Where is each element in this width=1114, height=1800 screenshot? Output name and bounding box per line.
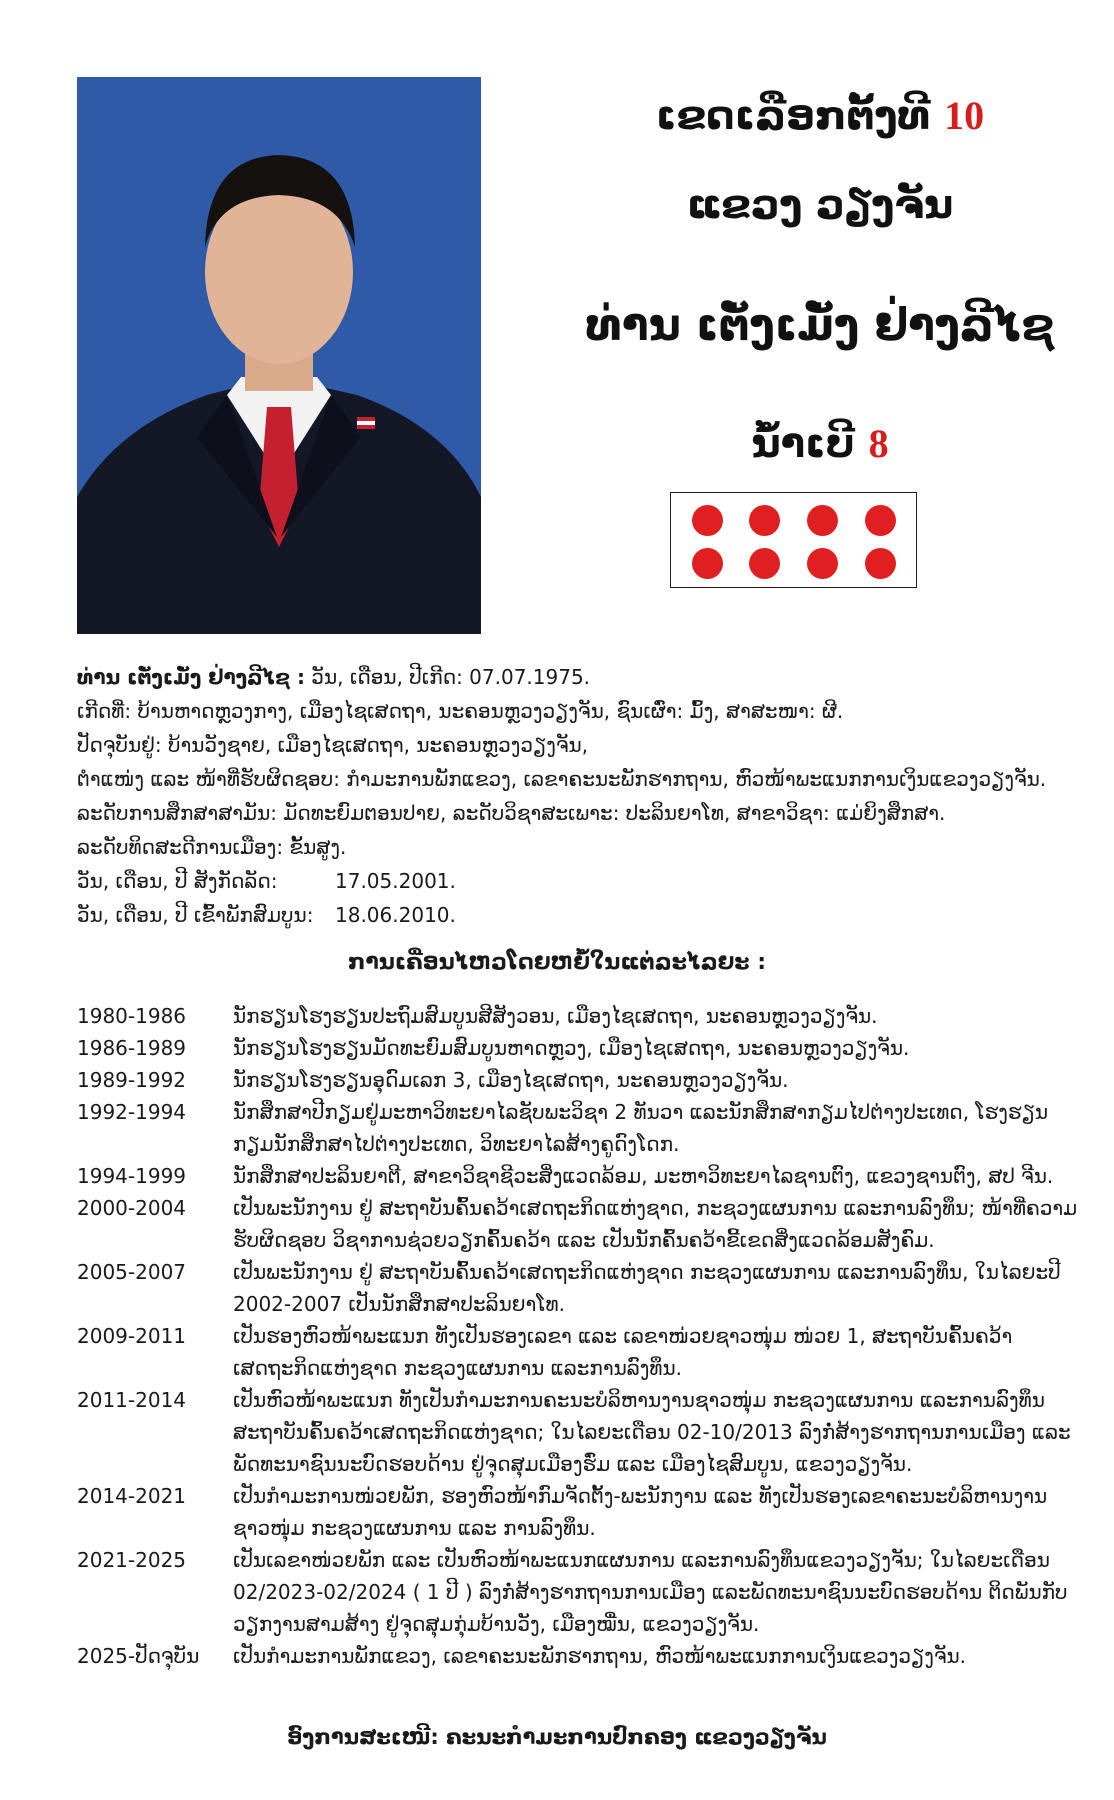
candidate-photo	[77, 77, 481, 634]
history-year: 2014-2021	[77, 1484, 187, 1508]
history-year: 1980-1986	[77, 1004, 187, 1028]
history-row	[77, 1192, 1087, 1256]
history-text: ເປັນຫົວໜ້າພະແນກ ທັງເປັນກຳມະການຄະນະບໍລິຫານງານຊາວໜຸ່ມ ກະຊວງແຜນການ ແລະການລົງທຶນ ສະຖາບັນຄົ້ນຄວ້າເສດຖະກິດແຫ່ງຊາດ; ໃນໄລຍະເດືອນ 02-10/2013 ລົງກໍ່ສ້າງຮາກຖານການເມືອງ ແລະ ພັດທະນາຊົນນະບົດຮອບດ້ານ ຢູ່ຈຸດສຸມເມືອງຮົ່ມ ແລະ ເມືອງໄຊສົມບູນ, ແຂວງວຽງຈັນ.	[233, 1388, 1071, 1476]
ballot-dot	[749, 505, 780, 536]
history-year: 2000-2004	[77, 1196, 187, 1220]
union-label: ວັນ, ເດືອນ, ປີ ສັງກັດລັດ:	[77, 869, 278, 893]
union-date: 17.05.2001.	[335, 869, 456, 893]
profile-birth: ວັນ, ເດືອນ, ປີເກີດ: 07.07.1975.	[304, 665, 591, 689]
profile-union-line	[77, 864, 1077, 898]
history-row	[77, 1480, 1087, 1544]
history-year: 2009-2011	[77, 1324, 187, 1348]
history-row	[77, 1000, 1087, 1032]
history-year: 2021-2025	[77, 1548, 187, 1572]
ballot-dot	[807, 505, 838, 536]
province-line: ແຂວງ ວຽງຈັນ	[686, 182, 954, 228]
history-text: ນັກຮຽນໂຮງຮຽນປະຖົມສົມບູນສີສັງວອນ, ເມືອງໄຊເສດຖາ, ນະຄອນຫຼວງວຽງຈັນ.	[233, 1004, 878, 1028]
history-text: ເປັນຮອງຫົວໜ້າພະແນກ ທັງເປັນຮອງເລຂາ ແລະ ເລຂາໜ່ວຍຊາວໜຸ່ມ ໜ່ວຍ 1, ສະຖາບັນຄົ້ນຄວ້າເສດຖະກິດແຫ່ງຊາດ ກະຊວງແຜນການ ແລະການລົງທຶນ.	[233, 1324, 1013, 1380]
history-row	[77, 1064, 1087, 1096]
history-row	[77, 1384, 1087, 1480]
history-year: 1986-1989	[77, 1036, 187, 1060]
profile-name: ທ່ານ ເຕັ່ງເມັ່ງ ຢ່າງລີໄຊ :	[77, 665, 305, 689]
party-label: ວັນ, ເດືອນ, ປີ ເຂົ້າພັກສົມບູນ:	[77, 903, 314, 927]
history-row	[77, 1160, 1087, 1192]
ballot-dot	[749, 548, 780, 579]
candidate-title: ທ່ານ ເຕັ່ງເມັ່ງ ຢ່າງລີໄຊ	[585, 300, 1055, 351]
profile-party-line	[77, 898, 1077, 932]
history-text: ເປັນກຳມະການໜ່ວຍພັກ, ຮອງຫົວໜ້າກົມຈັດຕັ້ງ-ພະນັກງານ ແລະ ທັງເປັນຮອງເລຂາຄະນະບໍລິຫານງານຊາວໜຸ່ມ ກະຊວງແຜນການ ແລະ ການລົງທຶນ.	[233, 1484, 1048, 1540]
profile-education: ລະດັບການສຶກສາສາມັນ: ມັດທະຍົມຕອນປາຍ, ລະດັບວິຊາສະເພາະ: ປະລິນຍາໂທ, ສາຂາວິຊາ: ແມ່ຍິງສຶກສາ.	[77, 801, 946, 825]
history-row	[77, 1544, 1087, 1640]
ballot-dot	[692, 505, 723, 536]
history-row	[77, 1640, 1087, 1672]
constituency-number: 10	[944, 93, 985, 138]
history-row	[77, 1320, 1087, 1384]
history-row	[77, 1032, 1087, 1064]
profile-residence: ປັດຈຸບັນຢູ່: ບ້ານວັງຊາຍ, ເມືອງໄຊເສດຖາ, ນະຄອນຫຼວງວຽງຈັນ,	[77, 733, 589, 757]
history-text: ນັກສຶກສາປີກຽມຢູ່ມະຫາວິທະຍາໄລຊັບພະວິຊາ 2 ທັນວາ ແລະນັກສຶກສາກຽມໄປຕ່າງປະເທດ, ໂຮງຮຽນກຽມນັກສຶກສາໄປຕ່າງປະເທດ, ວິທະຍາໄລສ້າງຄູດົງໂດກ.	[233, 1100, 1049, 1156]
ballot-number-line	[580, 420, 1060, 467]
history-year: 2011-2014	[77, 1388, 187, 1412]
ballot-dot	[865, 505, 896, 536]
history-year: 2005-2007	[77, 1260, 187, 1284]
history-row	[77, 1096, 1087, 1160]
profile-birthplace: ເກີດທີ່: ບ້ານຫາດຫຼວງກາງ, ເມືອງໄຊເສດຖາ, ນະຄອນຫຼວງວຽງຈັນ, ຊົນເຜົ່າ: ມົ້ງ, ສາສະໜາ: ຜີ.	[77, 699, 844, 723]
constituency-line	[580, 92, 1060, 139]
ballot-number-value: 8	[868, 421, 889, 466]
profile-info	[77, 660, 1077, 932]
history-text: ເປັນກຳມະການພັກແຂວງ, ເລຂາຄະນະພັກຮາກຖານ, ຫົວໜ້າພະແນກການເງິນແຂວງວຽງຈັນ.	[233, 1644, 967, 1668]
history-text: ນັກຮຽນໂຮງຮຽນອຸດົມເລກ 3, ເມືອງໄຊເສດຖາ, ນະຄອນຫຼວງວຽງຈັນ.	[233, 1068, 789, 1092]
ballot-number-label: ນໍ້າເບີ	[751, 421, 855, 467]
history-list	[77, 1000, 1087, 1672]
ballot-dot	[692, 548, 723, 579]
history-year: 2025-ປັດຈຸບັນ	[77, 1644, 200, 1668]
ballot-dots-icon	[670, 492, 917, 588]
profile-political: ລະດັບທິດສະດີການເມືອງ: ຂັ້ນສູງ.	[77, 835, 347, 859]
party-date: 18.06.2010.	[335, 903, 456, 927]
history-text: ນັກສຶກສາປະລິນຍາຕີ, ສາຂາວິຊາຊີວະສິ່ງແວດລ້ອມ, ມະຫາວິທະຍາໄລຊານຕົງ, ແຂວງຊານຕົງ, ສປ ຈີນ.	[233, 1164, 1054, 1188]
history-year: 1992-1994	[77, 1100, 187, 1124]
history-text: ນັກຮຽນໂຮງຮຽນມັດທະຍົມສົມບູນຫາດຫຼວງ, ເມືອງໄຊເສດຖາ, ນະຄອນຫຼວງວຽງຈັນ.	[233, 1036, 910, 1060]
history-title: ການເຄື່ອນໄຫວໂດຍຫຍໍ້ໃນແຕ່ລະໄລຍະ :	[347, 950, 766, 975]
history-year: 1989-1992	[77, 1068, 187, 1092]
history-text: ເປັນພະນັກງານ ຢູ່ ສະຖາບັນຄົ້ນຄວ້າເສດຖະກິດແຫ່ງຊາດ ກະຊວງແຜນການ ແລະການລົງທຶນ, ໃນໄລຍະປີ 2002-2007 ເປັນນັກສຶກສາປະລິນຍາໂທ.	[233, 1260, 1061, 1316]
profile-name-line	[77, 660, 1077, 694]
history-year: 1994-1999	[77, 1164, 187, 1188]
profile-position: ຕຳແໜ່ງ ແລະ ໜ້າທີ່ຮັບຜິດຊອບ: ກຳມະການພັກແຂວງ, ເລຂາຄະນະພັກຮາກຖານ, ຫົວໜ້າພະແນກການເງິນແຂວງວຽງຈັນ.	[77, 767, 1047, 791]
history-text: ເປັນພະນັກງານ ຢູ່ ສະຖາບັນຄົ້ນຄວ້າເສດຖະກິດແຫ່ງຊາດ, ກະຊວງແຜນການ ແລະການລົງທຶນ; ໜ້າທີ່ຄວາມຮັບຜິດຊອບ ວິຊາການຊ່ວຍວຽກຄົ້ນຄວ້າ ແລະ ເປັນນັກຄົ້ນຄວ້າຂີ້ເຂດສິ່ງແວດລ້ອມສັງຄົມ.	[233, 1196, 1078, 1252]
ballot-dot	[865, 548, 896, 579]
constituency-label: ເຂດເລືອກຕັ້ງທີ	[655, 93, 931, 139]
history-row	[77, 1256, 1087, 1320]
footer-proposer: ອົງການສະເໜີ: ຄະນະກຳມະການປົກຄອງ ແຂວງວຽງຈັນ	[287, 1725, 827, 1749]
ballot-dot	[807, 548, 838, 579]
history-text: ເປັນເລຂາໜ່ວຍພັກ ແລະ ເປັນຫົວໜ້າພະແນກແຜນການ ແລະການລົງທຶນແຂວງວຽງຈັນ; ໃນໄລຍະເດືອນ 02/2023-02/2024 ( 1 ປີ ) ລົງກໍ່ສ້າງຮາກຖານການເມືອງ ແລະພັດທະນາຊົນນະບົດຮອບດ້ານ ຕິດພັນກັບວຽກງານສາມສ້າງ ຢູ່ຈຸດສຸມກຸ່ມບ້ານວັງ, ເມືອງໝື່ນ, ແຂວງວຽງຈັນ.	[233, 1548, 1068, 1636]
